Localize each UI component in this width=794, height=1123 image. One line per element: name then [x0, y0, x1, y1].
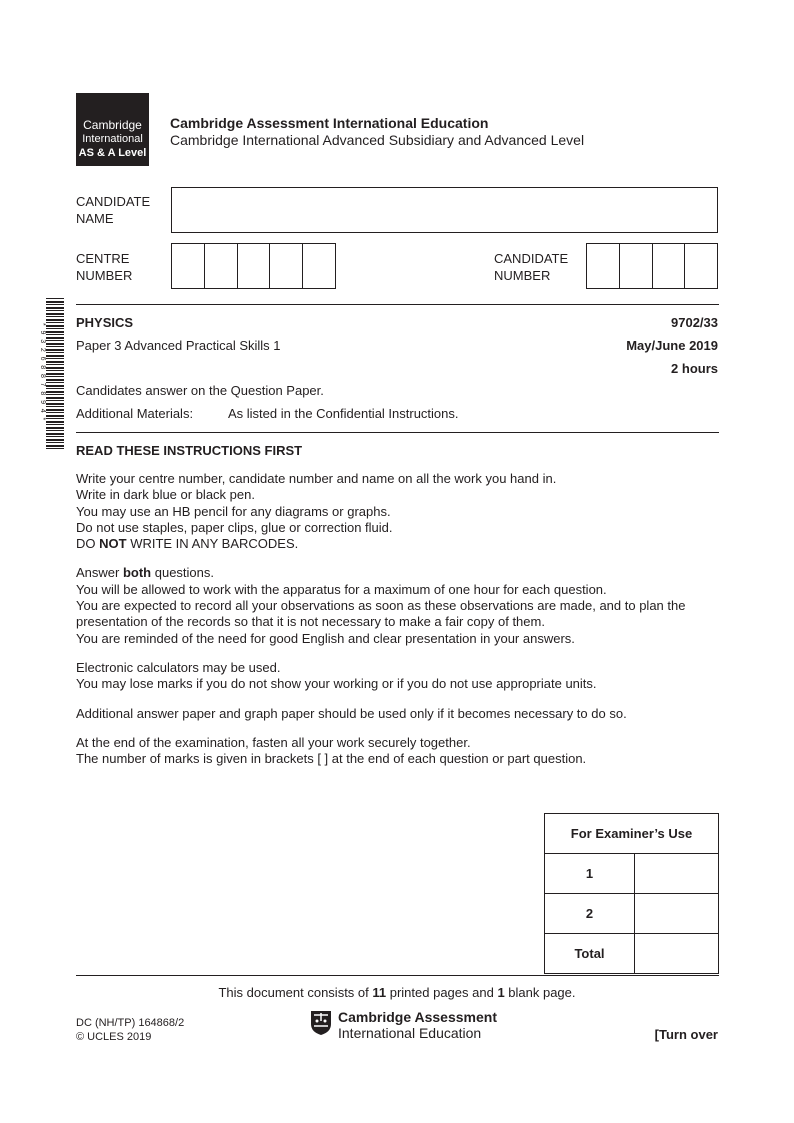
- paper-code: 9702/33: [671, 315, 718, 330]
- turn-over: [Turn over: [654, 1027, 718, 1042]
- centre-number-cell[interactable]: [238, 244, 271, 288]
- candidate-number-cell[interactable]: [685, 244, 717, 288]
- instructions-paragraph: Answer both questions. You will be allowed to work with the apparatus for a maximum of one hour for each question. You are expected to record all your observations as soon as these observations are made, and to plan the presentation of the records so that it is not necessary to make a fair copy of them. You are reminded of the need for good English and clear presentation in your answers.: [76, 565, 686, 646]
- header-title: Cambridge Assessment International Education: [170, 115, 489, 131]
- candidate-name-label: CANDIDATE NAME: [76, 194, 151, 226]
- examiner-row-label: Total: [545, 934, 635, 974]
- centre-number-cell[interactable]: [172, 244, 205, 288]
- instructions-paragraph: At the end of the examination, fasten all your work securely together. The number of marks is given in brackets [ ] at the end of each question or part question.: [76, 734, 587, 767]
- instructions-paragraph: Additional answer paper and graph paper should be used only if it becomes necessary to do so.: [76, 705, 627, 721]
- examiner-mark-cell: [635, 894, 719, 934]
- divider: [76, 304, 719, 305]
- cambridge-logo: [76, 93, 149, 166]
- candidate-number-cell[interactable]: [653, 244, 686, 288]
- header-subtitle: Cambridge International Advanced Subsidiary and Advanced Level: [170, 132, 585, 148]
- examiner-mark-cell: [635, 854, 719, 894]
- instructions-paragraph: Electronic calculators may be used. You may lose marks if you do not show your working or if you do not use appropriate units.: [76, 659, 597, 692]
- examiner-use-table: [544, 813, 719, 974]
- logo-line-2: International: [82, 133, 143, 145]
- divider: [76, 432, 719, 433]
- logo-line-1: Cambridge: [83, 118, 142, 132]
- footer-brand: Cambridge Assessment International Education: [338, 1009, 497, 1041]
- barcode-digits: *9326887894*: [39, 323, 46, 425]
- candidate-number-cell[interactable]: [620, 244, 653, 288]
- answer-note: Candidates answer on the Question Paper.: [76, 383, 324, 398]
- candidate-number-label: CANDIDATE NUMBER: [494, 251, 569, 283]
- footer-reference: DC (NH/TP) 164868/2 © UCLES 2019: [76, 1017, 185, 1043]
- candidate-name-field[interactable]: [171, 187, 718, 233]
- centre-number-label: CENTRE NUMBER: [76, 251, 133, 283]
- examiner-use-header: For Examiner’s Use: [545, 814, 719, 854]
- examiner-mark-cell: [635, 934, 719, 974]
- instructions-paragraph: Write your centre number, candidate number and name on all the work you hand in. Write in dark blue or black pen. You may use an HB pencil for any diagrams or graphs. Do not use staples, paper clips, glue or correction fluid. DO NOT WRITE IN ANY BARCODES.: [76, 471, 557, 552]
- page-count-note: This document consists of 11 printed pages and 1 blank page.: [218, 985, 576, 1000]
- centre-number-cell[interactable]: [205, 244, 238, 288]
- centre-number-boxes[interactable]: [171, 243, 336, 289]
- barcode: [36, 298, 64, 450]
- logo-line-3: AS & A Level: [78, 147, 147, 159]
- subject: PHYSICS: [76, 315, 134, 330]
- paper-title: Paper 3 Advanced Practical Skills 1: [76, 338, 281, 353]
- instructions-heading: READ THESE INSTRUCTIONS FIRST: [76, 443, 303, 458]
- instructions-body: [76, 471, 719, 780]
- candidate-number-cell[interactable]: [587, 244, 620, 288]
- exam-duration: 2 hours: [671, 361, 718, 376]
- examiner-row-label: 2: [545, 894, 635, 934]
- materials-label: Additional Materials:: [76, 406, 194, 421]
- exam-session: May/June 2019: [626, 338, 718, 353]
- cambridge-shield-icon: [310, 1010, 332, 1036]
- candidate-number-boxes[interactable]: [586, 243, 718, 289]
- centre-number-cell[interactable]: [303, 244, 335, 288]
- materials-value: As listed in the Confidential Instructions.: [228, 406, 459, 421]
- barcode-bars: [46, 298, 64, 450]
- divider: [76, 975, 719, 976]
- centre-number-cell[interactable]: [270, 244, 303, 288]
- examiner-row-label: 1: [545, 854, 635, 894]
